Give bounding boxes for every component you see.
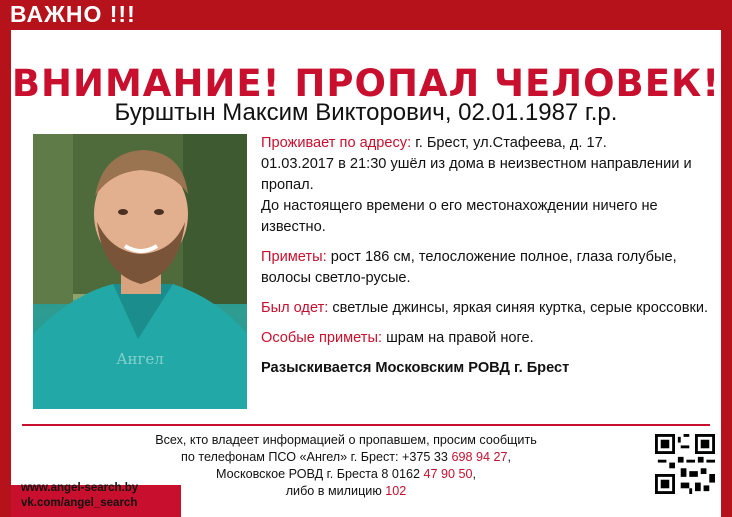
wanted-by: Разыскивается Московским РОВД г. Брест: [261, 360, 570, 376]
special-label: Особые приметы:: [261, 330, 383, 346]
vk-link[interactable]: vk.com/angel_search: [21, 497, 138, 509]
signs-value: рост 186 см, телосложение полное, глаза голубые, волосы светло-русые.: [261, 249, 677, 286]
website-link[interactable]: www.angel-search.by: [21, 482, 139, 494]
qr-code-icon: [655, 434, 715, 494]
address-label: Проживает по адресу:: [261, 135, 412, 151]
contact-line-4: [121, 483, 571, 500]
person-name: Бурштын Максим Викторович, 02.01.1987 г.р.: [114, 99, 618, 126]
top-banner: [0, 0, 732, 30]
police-phone: 102: [385, 484, 407, 498]
address-paragraph: [261, 133, 711, 238]
signs-label: Приметы:: [261, 249, 327, 265]
special-paragraph: [261, 328, 711, 349]
contact-line-1: Всех, кто владеет информацией о пропавшем, просим сообщить: [155, 433, 537, 447]
contact-line-2-end: ,: [507, 450, 511, 464]
story-text: 01.03.2017 в 21:30 ушёл из дома в неизвестном направлении и пропал.: [261, 156, 692, 193]
contact-info: [121, 432, 571, 500]
missing-person-poster: [11, 30, 721, 517]
divider: [22, 424, 710, 426]
signs-paragraph: [261, 247, 711, 289]
contact-line-2: [121, 449, 571, 466]
contact-line-3-text: Московское РОВД г. Бреста 8 0162: [216, 467, 424, 481]
address-value: г. Брест, ул.Стафеева, д. 17.: [411, 135, 607, 151]
important-tag: ВАЖНО !!!: [10, 1, 136, 27]
clothes-value: светлые джинсы, яркая синяя куртка, серые кроссовки.: [328, 300, 709, 316]
contact-line-3-end: ,: [472, 467, 476, 481]
person-photo: [33, 134, 247, 409]
pso-phone: 698 94 27: [451, 450, 508, 464]
poster-headline: ВНИМАНИЕ! ПРОПАЛ ЧЕЛОВЕК!: [11, 62, 721, 105]
person-details: [261, 133, 711, 388]
story-text-2: До настоящего времени о его местонахождении ничего не известно.: [261, 198, 658, 235]
photo-watermark: Ангел: [116, 350, 164, 368]
clothes-paragraph: [261, 298, 711, 319]
clothes-label: Был одет:: [261, 300, 329, 316]
special-value: шрам на правой ноге.: [382, 330, 534, 346]
contact-line-2-text: по телефонам ПСО «Ангел» г. Брест: +375 33: [181, 450, 452, 464]
contact-line-4-text: либо в милицию: [285, 484, 386, 498]
rovd-phone: 47 90 50: [423, 467, 473, 481]
contact-line-3: [121, 466, 571, 483]
